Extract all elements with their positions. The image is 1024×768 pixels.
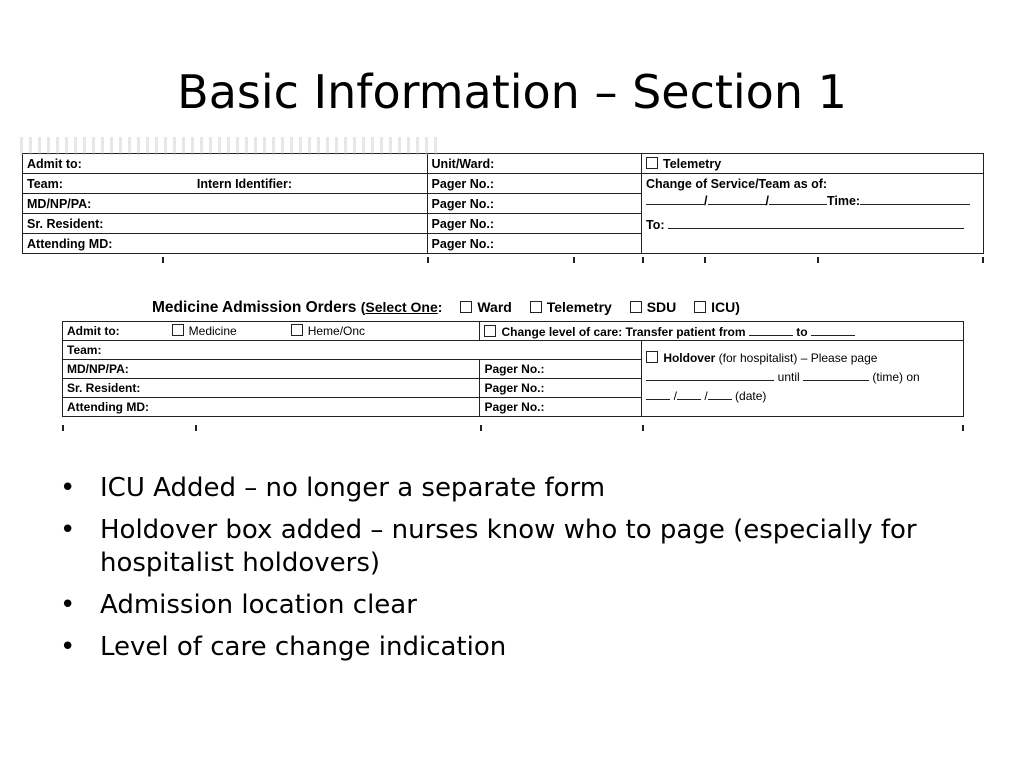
bullet-item: • Holdover box added – nurses know who to page (especially for hospitalist holdovers) [60, 515, 917, 578]
checkbox-icon [694, 301, 706, 313]
new-form-image [62, 321, 964, 417]
new-mdnppa-cell: MD/NP/PA: [63, 360, 480, 379]
option-ward: Ward [460, 299, 511, 315]
old-pager-cell: Pager No.: [427, 234, 641, 254]
old-unit-cell: Unit/Ward: [427, 154, 641, 174]
new-form-header: Medicine Admission Orders (Select One: Ward Telemetry SDU ICU) [152, 299, 740, 316]
bullet-item: • Admission location clear [60, 590, 417, 620]
old-telemetry-cell: Telemetry [642, 154, 984, 174]
old-team-cell: Team: Intern Identifier: [23, 174, 428, 194]
holdover-cell: Holdover (for hospitalist) – Please page until (time) on / / (date) [642, 341, 964, 417]
checkbox-icon [291, 324, 303, 336]
select-one-label: Select One [365, 299, 438, 315]
new-attending-cell: Attending MD: [63, 398, 480, 417]
new-form-bottom-ticks [62, 425, 964, 431]
old-form-bottom-ticks [22, 257, 984, 263]
new-change-level-cell: Change level of care: Transfer patient from to [480, 322, 964, 341]
bullet-item: • Level of care change indication [60, 632, 507, 662]
slide-title: Basic Information – Section 1 [177, 65, 847, 119]
old-pager-cell: Pager No.: [427, 194, 641, 214]
bullet-item: • ICU Added – no longer a separate form [60, 473, 606, 503]
bullet-list [60, 472, 960, 673]
checkbox-icon [460, 301, 472, 313]
checkbox-icon [172, 324, 184, 336]
checkbox-icon [646, 157, 658, 169]
bullet-icon: • [60, 590, 76, 620]
old-admit-cell: Admit to: [23, 154, 428, 174]
bullet-icon: • [60, 632, 76, 662]
checkbox-icon [646, 351, 658, 363]
new-team-cell: Team: [63, 341, 642, 360]
new-form-title: Medicine Admission Orders [152, 299, 357, 316]
checkbox-icon [530, 301, 542, 313]
option-sdu: SDU [630, 299, 677, 315]
checkbox-icon [484, 325, 496, 337]
old-mdnppa-cell: MD/NP/PA: [23, 194, 428, 214]
old-pager-cell: Pager No.: [427, 174, 641, 194]
option-telemetry: Telemetry [530, 299, 612, 315]
old-pager-cell: Pager No.: [427, 214, 641, 234]
option-icu: ICU) [694, 299, 740, 315]
new-pager-cell: Pager No.: [480, 360, 642, 379]
old-form-table [22, 153, 984, 254]
new-resident-cell: Sr. Resident: [63, 379, 480, 398]
new-pager-cell: Pager No.: [480, 379, 642, 398]
bullet-icon: • [60, 515, 76, 545]
old-form-image [22, 153, 984, 261]
new-pager-cell: Pager No.: [480, 398, 642, 417]
old-change-service-cell: Change of Service/Team as of: / / Time: To: [642, 174, 984, 254]
old-resident-cell: Sr. Resident: [23, 214, 428, 234]
new-form-table [62, 321, 964, 417]
checkbox-icon [630, 301, 642, 313]
new-admit-cell: Admit to: Medicine Heme/Onc [63, 322, 480, 341]
old-attending-cell: Attending MD: [23, 234, 428, 254]
bullet-icon: • [60, 473, 76, 503]
